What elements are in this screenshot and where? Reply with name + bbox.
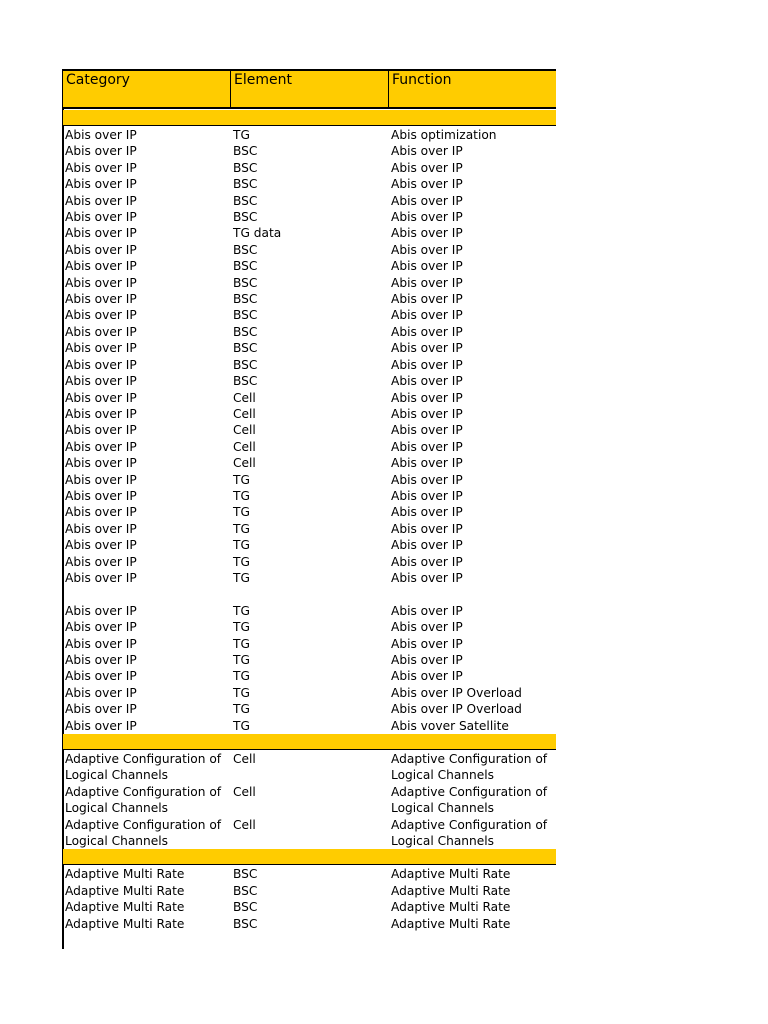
cell-function[interactable]: Abis over IP xyxy=(391,570,463,585)
cell-element[interactable]: BSC xyxy=(233,374,258,389)
cell-element[interactable]: Cell xyxy=(233,817,256,832)
table-row[interactable] xyxy=(63,636,556,652)
table-row[interactable] xyxy=(63,521,556,537)
cell-element[interactable]: TG xyxy=(233,570,250,585)
table-row[interactable] xyxy=(63,668,556,684)
cell-category[interactable]: Abis over IP xyxy=(65,603,137,618)
cell-function[interactable]: Adaptive Configuration of Logical Channels xyxy=(391,752,548,783)
group-separator-band xyxy=(63,734,556,750)
cell-element[interactable]: TG xyxy=(233,669,250,684)
cell-element[interactable]: BSC xyxy=(233,160,258,175)
cell-element[interactable]: BSC xyxy=(233,341,258,356)
table-row[interactable] xyxy=(63,176,556,192)
cell-element[interactable]: Cell xyxy=(233,406,256,421)
cell-function[interactable]: Abis over IP xyxy=(391,423,463,438)
table-row[interactable] xyxy=(63,701,556,717)
cell-category[interactable]: Abis over IP xyxy=(65,226,137,241)
cell-category[interactable]: Abis over IP xyxy=(65,308,137,323)
cell-category[interactable]: Abis over IP xyxy=(65,652,137,667)
table-row[interactable] xyxy=(63,160,556,176)
cell-function[interactable]: Abis vover Satellite xyxy=(391,718,509,733)
cell-element[interactable]: TG xyxy=(233,603,250,618)
cell-function[interactable]: Abis over IP xyxy=(391,636,463,651)
cell-function[interactable]: Abis over IP xyxy=(391,505,463,520)
cell-element[interactable]: TG xyxy=(233,718,250,733)
cell-category[interactable]: Abis over IP xyxy=(65,406,137,421)
cell-function[interactable]: Abis over IP xyxy=(391,193,463,208)
table-row[interactable] xyxy=(63,390,556,406)
cell-function[interactable]: Adaptive Multi Rate xyxy=(391,900,511,915)
cell-function[interactable]: Abis over IP xyxy=(391,226,463,241)
row-group xyxy=(63,866,556,932)
cell-element[interactable]: BSC xyxy=(233,324,258,339)
cell-function[interactable]: Abis over IP xyxy=(391,488,463,503)
cell-element[interactable]: BSC xyxy=(233,292,258,307)
cell-function[interactable]: Abis over IP xyxy=(391,521,463,536)
table-row[interactable] xyxy=(63,307,556,323)
cell-category[interactable]: Abis over IP xyxy=(65,423,137,438)
cell-category[interactable]: Abis over IP xyxy=(65,554,137,569)
table-row[interactable] xyxy=(63,554,556,570)
cell-category[interactable]: Adaptive Configuration of Logical Channels xyxy=(65,752,222,783)
cell-function[interactable]: Abis over IP xyxy=(391,144,463,159)
cell-function[interactable]: Abis over IP xyxy=(391,603,463,618)
cell-function[interactable]: Abis over IP xyxy=(391,669,463,684)
cell-element[interactable]: TG xyxy=(233,652,250,667)
table-row[interactable] xyxy=(63,866,556,882)
cell-function[interactable]: Abis over IP xyxy=(391,242,463,257)
cell-category[interactable]: Abis over IP xyxy=(65,128,137,142)
cell-category[interactable]: Abis over IP xyxy=(65,210,137,225)
table-row[interactable] xyxy=(63,570,556,586)
cell-element[interactable]: Cell xyxy=(233,423,256,438)
cell-category[interactable]: Abis over IP xyxy=(65,521,137,536)
cell-category[interactable]: Abis over IP xyxy=(65,505,137,520)
cell-function[interactable]: Adaptive Configuration of Logical Channels xyxy=(391,784,548,816)
table-row[interactable] xyxy=(63,537,556,553)
cell-category[interactable]: Abis over IP xyxy=(65,439,137,454)
cell-category[interactable]: Adaptive Multi Rate xyxy=(65,867,185,882)
cell-category[interactable]: Abis over IP xyxy=(65,242,137,257)
table-row[interactable] xyxy=(63,324,556,340)
cell-category[interactable]: Abis over IP xyxy=(65,275,137,290)
cell-category[interactable]: Adaptive Multi Rate xyxy=(65,900,185,915)
cell-category[interactable]: Abis over IP xyxy=(65,292,137,307)
group-separator-band xyxy=(63,110,556,126)
cell-category[interactable]: Abis over IP xyxy=(65,160,137,175)
cell-function[interactable]: Abis over IP xyxy=(391,554,463,569)
cell-function[interactable]: Abis over IP xyxy=(391,275,463,290)
cell-category[interactable]: Abis over IP xyxy=(65,538,137,553)
table-row[interactable] xyxy=(63,340,556,356)
row-group xyxy=(63,751,556,849)
table-header xyxy=(63,69,556,109)
cell-category[interactable]: Adaptive Multi Rate xyxy=(65,883,185,898)
cell-category[interactable]: Abis over IP xyxy=(65,669,137,684)
table-row[interactable] xyxy=(63,242,556,258)
table-row[interactable] xyxy=(63,472,556,488)
table-row[interactable] xyxy=(63,291,556,307)
cell-category[interactable]: Abis over IP xyxy=(65,685,137,700)
cell-function[interactable]: Abis over IP xyxy=(391,374,463,389)
cell-element[interactable]: BSC xyxy=(233,308,258,323)
cell-function[interactable]: Abis over IP Overload xyxy=(391,702,522,717)
table-row[interactable] xyxy=(63,143,556,159)
cell-function[interactable]: Abis over IP xyxy=(391,652,463,667)
cell-element[interactable]: TG xyxy=(233,538,250,553)
table-row[interactable] xyxy=(63,439,556,455)
cell-category[interactable]: Abis over IP xyxy=(65,374,137,389)
cell-function[interactable]: Abis over IP xyxy=(391,177,463,192)
cell-element[interactable]: BSC xyxy=(233,177,258,192)
cell-category[interactable]: Abis over IP xyxy=(65,636,137,651)
cell-category[interactable]: Abis over IP xyxy=(65,718,137,733)
cell-element[interactable]: TG xyxy=(233,636,250,651)
cell-function[interactable]: Adaptive Multi Rate xyxy=(391,883,511,898)
cell-category[interactable]: Abis over IP xyxy=(65,259,137,274)
group-separator-band xyxy=(63,849,556,865)
table-body xyxy=(63,110,556,932)
cell-function[interactable]: Abis over IP xyxy=(391,308,463,323)
table-row[interactable] xyxy=(63,883,556,899)
table-row[interactable] xyxy=(63,373,556,389)
cell-element[interactable]: BSC xyxy=(233,259,258,274)
cell-function[interactable]: Abis over IP xyxy=(391,292,463,307)
cell-element[interactable]: BSC xyxy=(233,883,258,898)
cell-element[interactable]: TG xyxy=(233,488,250,503)
table-row[interactable] xyxy=(63,652,556,668)
cell-category[interactable]: Adaptive Configuration of Logical Channels xyxy=(65,817,222,849)
table-row[interactable] xyxy=(63,784,556,817)
cell-function[interactable]: Abis over IP xyxy=(391,259,463,274)
cell-category[interactable]: Abis over IP xyxy=(65,341,137,356)
cell-function[interactable]: Abis over IP xyxy=(391,406,463,421)
table-row[interactable] xyxy=(63,193,556,209)
row-group xyxy=(63,127,556,734)
cell-element[interactable]: BSC xyxy=(233,193,258,208)
table-row[interactable] xyxy=(63,619,556,635)
cell-category[interactable]: Abis over IP xyxy=(65,193,137,208)
cell-element[interactable]: BSC xyxy=(233,916,258,931)
cell-element[interactable]: Cell xyxy=(233,390,256,405)
table-row[interactable] xyxy=(63,603,556,619)
cell-category[interactable]: Abis over IP xyxy=(65,390,137,405)
cell-category[interactable]: Abis over IP xyxy=(65,324,137,339)
cell-function[interactable]: Abis over IP xyxy=(391,341,463,356)
table-row[interactable] xyxy=(63,275,556,291)
table-row[interactable] xyxy=(63,488,556,504)
cell-function[interactable]: Abis over IP xyxy=(391,390,463,405)
cell-element[interactable]: BSC xyxy=(233,900,258,915)
table-row[interactable] xyxy=(63,225,556,241)
cell-element[interactable]: BSC xyxy=(233,357,258,372)
cell-element[interactable]: TG xyxy=(233,128,250,142)
cell-element[interactable]: BSC xyxy=(233,275,258,290)
table-row[interactable] xyxy=(63,685,556,701)
table-row[interactable] xyxy=(63,751,556,784)
table-row[interactable] xyxy=(63,209,556,225)
cell-category[interactable]: Abis over IP xyxy=(65,357,137,372)
cell-function[interactable]: Abis over IP xyxy=(391,456,463,471)
header-element[interactable]: Element xyxy=(231,71,389,107)
cell-category[interactable]: Abis over IP xyxy=(65,488,137,503)
cell-element[interactable]: BSC xyxy=(233,242,258,257)
table-row[interactable] xyxy=(63,817,556,850)
cell-function[interactable]: Abis over IP xyxy=(391,210,463,225)
feature-table xyxy=(63,69,556,932)
cell-function[interactable]: Abis over IP xyxy=(391,324,463,339)
cell-element[interactable]: Cell xyxy=(233,752,256,767)
cell-element[interactable]: TG xyxy=(233,521,250,536)
table-row[interactable] xyxy=(63,357,556,373)
cell-category[interactable]: Adaptive Multi Rate xyxy=(65,916,185,931)
cell-function[interactable]: Abis optimization xyxy=(391,128,497,142)
cell-function[interactable]: Abis over IP xyxy=(391,472,463,487)
cell-element[interactable]: TG xyxy=(233,620,250,635)
cell-element[interactable]: TG xyxy=(233,505,250,520)
table-row[interactable] xyxy=(63,916,556,932)
cell-element[interactable]: Cell xyxy=(233,439,256,454)
table-row[interactable] xyxy=(63,127,556,143)
table-row[interactable] xyxy=(63,718,556,734)
table-row[interactable] xyxy=(63,422,556,438)
cell-element[interactable]: Cell xyxy=(233,456,256,471)
table-row[interactable] xyxy=(63,406,556,422)
cell-element[interactable]: BSC xyxy=(233,210,258,225)
table-row[interactable] xyxy=(63,586,556,602)
cell-element[interactable]: BSC xyxy=(233,867,258,882)
table-row[interactable] xyxy=(63,455,556,471)
cell-category[interactable]: Abis over IP xyxy=(65,144,137,159)
cell-function[interactable]: Abis over IP xyxy=(391,439,463,454)
cell-function[interactable]: Abis over IP xyxy=(391,160,463,175)
cell-category[interactable]: Adaptive Configuration of Logical Channels xyxy=(65,784,222,816)
cell-function[interactable]: Abis over IP xyxy=(391,357,463,372)
cell-function[interactable]: Abis over IP xyxy=(391,538,463,553)
cell-element[interactable]: Cell xyxy=(233,784,256,799)
cell-category[interactable]: Abis over IP xyxy=(65,620,137,635)
cell-function[interactable]: Adaptive Configuration of Logical Channels xyxy=(391,817,548,849)
cell-function[interactable]: Abis over IP xyxy=(391,620,463,635)
table-row[interactable] xyxy=(63,258,556,274)
cell-category[interactable]: Abis over IP xyxy=(65,702,137,717)
cell-element[interactable]: TG xyxy=(233,702,250,717)
cell-category[interactable]: Abis over IP xyxy=(65,472,137,487)
cell-element[interactable]: TG xyxy=(233,685,250,700)
cell-category[interactable]: Abis over IP xyxy=(65,570,137,585)
header-function[interactable]: Function xyxy=(392,72,452,88)
header-category[interactable]: Category xyxy=(63,71,231,107)
cell-function[interactable]: Adaptive Multi Rate xyxy=(391,916,511,931)
cell-element[interactable]: BSC xyxy=(233,144,258,159)
cell-category[interactable]: Abis over IP xyxy=(65,177,137,192)
cell-element[interactable]: TG xyxy=(233,554,250,569)
table-row[interactable] xyxy=(63,504,556,520)
cell-element[interactable]: TG xyxy=(233,472,250,487)
cell-element[interactable]: TG data xyxy=(233,226,282,241)
cell-function[interactable]: Adaptive Multi Rate xyxy=(391,867,511,882)
table-row[interactable] xyxy=(63,899,556,915)
cell-category[interactable]: Abis over IP xyxy=(65,456,137,471)
cell-function[interactable]: Abis over IP Overload xyxy=(391,685,522,700)
